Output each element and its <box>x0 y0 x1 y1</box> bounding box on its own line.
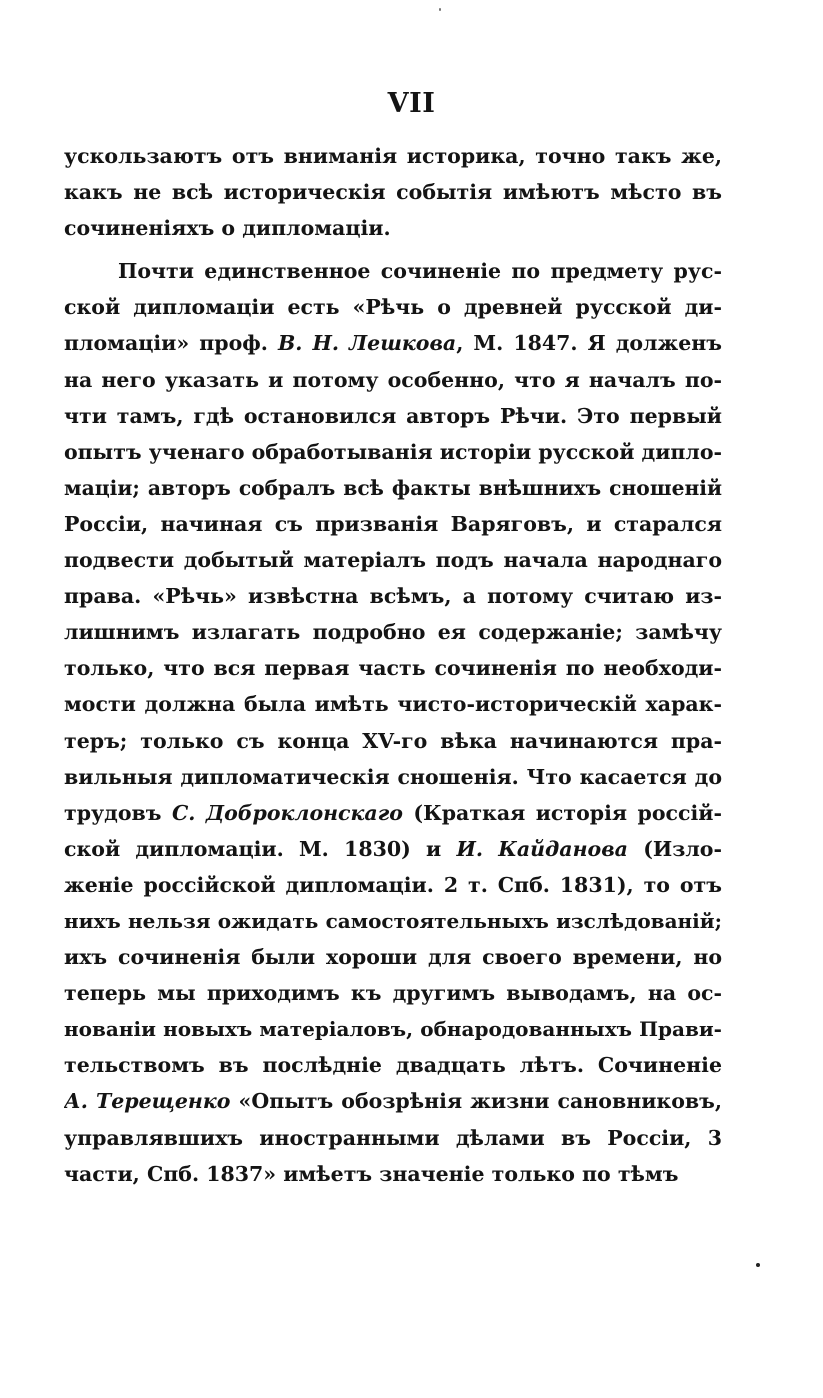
text-line <box>64 362 722 398</box>
text-run: подвести добытый матеріалъ подъ начала народнаго <box>64 548 722 573</box>
text-line <box>64 903 722 939</box>
text-run: женіе россійской дипломаціи. 2 т. Спб. 1831), то отъ <box>64 872 722 897</box>
italic-name: В. Н. Лешкова <box>277 331 457 356</box>
text-line <box>64 325 722 361</box>
text-line <box>64 578 722 614</box>
text-line <box>64 1156 722 1192</box>
text-run: лишнимъ излагать подробно ея содержаніе; замѣчу <box>64 620 722 645</box>
text-line <box>64 975 722 1011</box>
text-run: нихъ нельзя ожидать самостоятельныхъ изслѣдованій; <box>64 908 722 933</box>
text-line <box>64 939 722 975</box>
text-line <box>64 795 722 831</box>
italic-name: И. Кайданова <box>456 836 628 861</box>
text-line <box>64 253 722 289</box>
text-line <box>64 289 722 325</box>
text-run: тельствомъ въ послѣдніе двадцать лѣтъ. Сочиненіе <box>64 1053 722 1078</box>
text-line <box>64 686 722 722</box>
text-line <box>64 867 722 903</box>
text-run: , М. 1847. Я долженъ <box>456 331 722 356</box>
text-run: мости должна была имѣть чисто-историческій харак- <box>64 692 722 717</box>
text-run: вильныя дипломатическія сношенія. Что касается до <box>64 764 722 789</box>
text-line <box>64 398 722 434</box>
text-run: маціи; авторъ собралъ всѣ факты внѣшнихъ сношеній <box>64 475 722 500</box>
text-line <box>64 759 722 795</box>
text-run: чти тамъ, гдѣ остановился авторъ Рѣчи. Это первый <box>64 403 722 428</box>
italic-name: А. Терещенко <box>64 1089 231 1114</box>
text-run: «Опытъ обозрѣнія жизни сановниковъ, <box>230 1089 722 1114</box>
text-line <box>64 210 722 246</box>
text-run: ской дипломаціи. М. 1830) и <box>64 836 457 861</box>
text-run: ихъ сочиненія были хороши для своего времени, но <box>64 945 722 970</box>
text-line <box>64 470 722 506</box>
page-number: VII <box>387 88 436 119</box>
text-run: трудовъ <box>64 800 172 825</box>
text-run: на него указать и потому особенно, что я началъ по- <box>64 367 722 392</box>
text-line <box>64 542 722 578</box>
body-text <box>64 138 722 1192</box>
text-line <box>64 723 722 759</box>
text-run: Россіи, начиная съ призванія Варяговъ, и старался <box>64 511 722 536</box>
text-run: управлявшихъ иностранными дѣлами въ Россіи, 3 <box>64 1125 722 1150</box>
text-line <box>64 138 722 174</box>
text-run: какъ не всѣ историческія событія имѣютъ мѣсто въ <box>64 180 722 205</box>
text-line <box>64 831 722 867</box>
text-run: теперь мы приходимъ къ другимъ выводамъ, на ос- <box>64 981 722 1006</box>
italic-name: С. Доброклонскаго <box>171 800 403 825</box>
text-run: ускользаютъ отъ вниманія историка, точно такъ же, <box>64 144 722 168</box>
text-line <box>64 1011 722 1047</box>
text-run: теръ; только съ конца XV-го вѣка начинаются пра- <box>64 728 722 753</box>
paper-speck <box>756 1263 760 1267</box>
text-line <box>64 614 722 650</box>
text-run: права. «Рѣчь» извѣстна всѣмъ, а потому считаю из- <box>64 584 722 609</box>
text-line <box>64 650 722 686</box>
text-run: сочиненіяхъ о дипломаціи. <box>64 216 391 241</box>
text-line <box>64 434 722 470</box>
text-run: части, Спб. 1837» имѣетъ значеніе только по тѣмъ <box>64 1161 679 1186</box>
text-line <box>64 174 722 210</box>
text-run: (Изло- <box>627 836 722 861</box>
text-run: (Краткая исторія россій- <box>402 800 722 825</box>
text-line <box>64 1083 722 1119</box>
text-run: Почти единственное сочиненіе по предмету рус- <box>118 259 722 284</box>
text-run: только, что вся первая часть сочиненія по необходи- <box>64 656 722 681</box>
paper-speck <box>439 8 441 11</box>
text-run: пломаціи» проф. <box>64 331 278 356</box>
text-line <box>64 1120 722 1156</box>
text-line <box>64 506 722 542</box>
text-line <box>64 1047 722 1083</box>
text-run: нованіи новыхъ матеріаловъ, обнародованныхъ Прави- <box>64 1017 722 1042</box>
text-run: ской дипломаціи есть «Рѣчь о древней русской ди- <box>64 295 722 320</box>
text-run: опытъ ученаго обработыванія исторіи русской дипло- <box>64 439 722 464</box>
